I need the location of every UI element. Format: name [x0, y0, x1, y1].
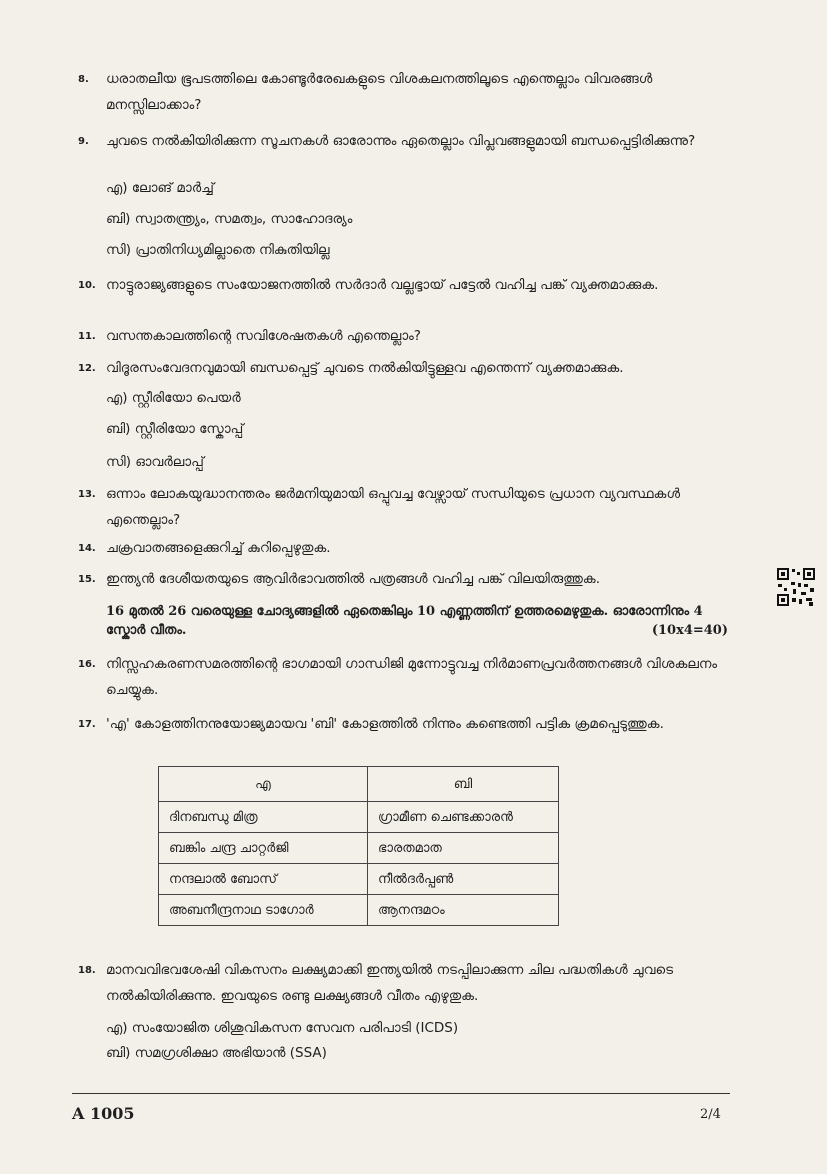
question-number: 8.: [78, 74, 89, 85]
column-a-header: എ: [159, 767, 368, 802]
question-12: [78, 355, 728, 381]
question-number: 13.: [78, 489, 96, 500]
table-row: [159, 864, 559, 895]
question-8: [78, 66, 728, 118]
question-14: [78, 535, 728, 561]
question-number: 18.: [78, 965, 96, 976]
question-10: [78, 272, 728, 298]
q9-option-b: ബി) സ്വാതന്ത്ര്യം, സമത്വം, സാഹോദര്യം: [106, 211, 353, 227]
column-b-cell: നീൽദർപ്പൺ: [368, 864, 559, 895]
column-a-cell: ബങ്കിം ചന്ദ്ര ചാറ്റർജി: [159, 833, 368, 864]
question-text: ചക്രവാതങ്ങളെക്കുറിച്ച് കുറിപ്പെഴുതുക.: [106, 540, 331, 556]
question-18: [78, 957, 728, 1009]
column-a-cell: നന്ദലാൽ ബോസ്: [159, 864, 368, 895]
instruction-text: 16 മുതൽ 26 വരെയുള്ള ചോദ്യങ്ങളിൽ ഏതെങ്കിലും 10 എണ്ണത്തിന് ഉത്തരമെഴുതുക. ഓരോന്നിനും 4 സ്കോർ വീതം.: [106, 604, 703, 638]
question-number: 11.: [78, 331, 96, 342]
question-number: 10.: [78, 280, 96, 291]
footer-divider: [72, 1093, 730, 1094]
question-13: [78, 481, 728, 533]
q18-option-b: ബി) സമഗ്രശിക്ഷാ അഭിയാൻ (SSA): [106, 1045, 327, 1061]
question-number: 12.: [78, 363, 96, 374]
question-11: [78, 323, 728, 349]
question-number: 17.: [78, 719, 96, 730]
column-a-cell: അബനീന്ദ്രനാഥ ടാഗോർ: [159, 895, 368, 926]
question-text: ഒന്നാം ലോകയുദ്ധാനന്തരം ജർമനിയുമായി ഒപ്പുവച്ച വേഴ്സായ് സന്ധിയുടെ പ്രധാന വ്യവസ്ഥകൾ എന്തെല്ലാം?: [106, 486, 680, 528]
table-row: [159, 895, 559, 926]
column-b-cell: ആനന്ദമഠം: [368, 895, 559, 926]
column-a-cell: ദിനബന്ധു മിത്ര: [159, 802, 368, 833]
matching-table: [158, 766, 559, 926]
q9-option-a: എ) ലോങ് മാർച്ച്: [106, 180, 214, 196]
q9-option-c: സി) പ്രാതിനിധ്യമില്ലാതെ നികുതിയില്ല: [106, 242, 330, 258]
column-b-cell: ഭാരതമാത: [368, 833, 559, 864]
q12-option-b: ബി) സ്റ്റീരിയോ സ്കോപ്പ്: [106, 421, 244, 437]
question-number: 15.: [78, 574, 96, 585]
section-marks: (10x4=40): [651, 623, 728, 638]
section-instruction: [106, 602, 728, 640]
qr-code-icon: [776, 567, 816, 607]
question-text: ഇന്ത്യൻ ദേശീയതയുടെ ആവിർഭാവത്തിൽ പത്രങ്ങൾ വഹിച്ച പങ്ക് വിലയിരുത്തുക.: [106, 571, 600, 587]
question-number: 9.: [78, 136, 89, 147]
question-17: [78, 711, 728, 737]
q18-option-a: എ) സംയോജിത ശിശുവികസന സേവന പരിപാടി (ICDS): [106, 1020, 459, 1036]
question-text: നിസ്സഹകരണസമരത്തിന്റെ ഭാഗമായി ഗാന്ധിജി മുന്നോട്ടുവച്ച നിർമാണപ്രവർത്തനങ്ങൾ വിശകലനം ചെയ്യുക.: [106, 656, 718, 698]
question-16: [78, 651, 728, 703]
question-text: മാനവവിഭവശേഷി വികസനം ലക്ഷ്യമാക്കി ഇന്ത്യയിൽ നടപ്പിലാക്കുന്ന ചില പദ്ധതികൾ ചുവടെ നൽകിയിരിക്കുന്നു. ഇവയുടെ രണ്ടു ലക്ഷ്യങ്ങൾ വീതം എഴുതുക.: [106, 962, 674, 1004]
column-b-cell: ഗ്രാമീണ ചെണ്ടക്കാരൻ: [368, 802, 559, 833]
table-row: [159, 833, 559, 864]
question-text: 'എ' കോളത്തിനനുയോജ്യമായവ 'ബി' കോളത്തിൽ നിന്നും കണ്ടെത്തി പട്ടിക ക്രമപ്പെടുത്തുക.: [106, 716, 664, 732]
question-text: വസന്തകാലത്തിന്റെ സവിശേഷതകൾ എന്തെല്ലാം?: [106, 328, 421, 344]
q12-option-a: എ) സ്റ്റീരിയോ പെയർ: [106, 390, 241, 406]
table-row: [159, 802, 559, 833]
question-number: 16.: [78, 659, 96, 670]
question-text: ധരാതലീയ ഭൂപടത്തിലെ കോണ്ടൂർരേഖകളുടെ വിശകലനത്തിലൂടെ എന്തെല്ലാം വിവരങ്ങൾ മനസ്സിലാക്കാം?: [106, 71, 653, 113]
question-text: ചുവടെ നൽകിയിരിക്കുന്ന സൂചനകൾ ഓരോന്നും ഏതെല്ലാം വിപ്ലവങ്ങളുമായി ബന്ധപ്പെട്ടിരിക്കുന്നു?: [106, 133, 696, 149]
question-number: 14.: [78, 543, 96, 554]
page-number: 2/4: [700, 1107, 721, 1122]
question-15: [78, 566, 728, 592]
question-text: നാട്ടുരാജ്യങ്ങളുടെ സംയോജനത്തിൽ സർദാർ വല്ലഭ്ഭായ് പട്ടേൽ വഹിച്ച പങ്ക് വ്യക്തമാക്കുക.: [106, 277, 659, 293]
question-9: [78, 128, 728, 154]
table-header-row: [159, 767, 559, 802]
question-text: വിദൂരസംവേദനവുമായി ബന്ധപ്പെട്ട് ചുവടെ നൽകിയിട്ടുള്ളവ എന്തെന്ന് വ്യക്തമാക്കുക.: [106, 360, 624, 376]
paper-code: A 1005: [72, 1104, 135, 1123]
q12-option-c: സി) ഓവർലാപ്പ്: [106, 454, 204, 470]
column-b-header: ബി: [368, 767, 559, 802]
